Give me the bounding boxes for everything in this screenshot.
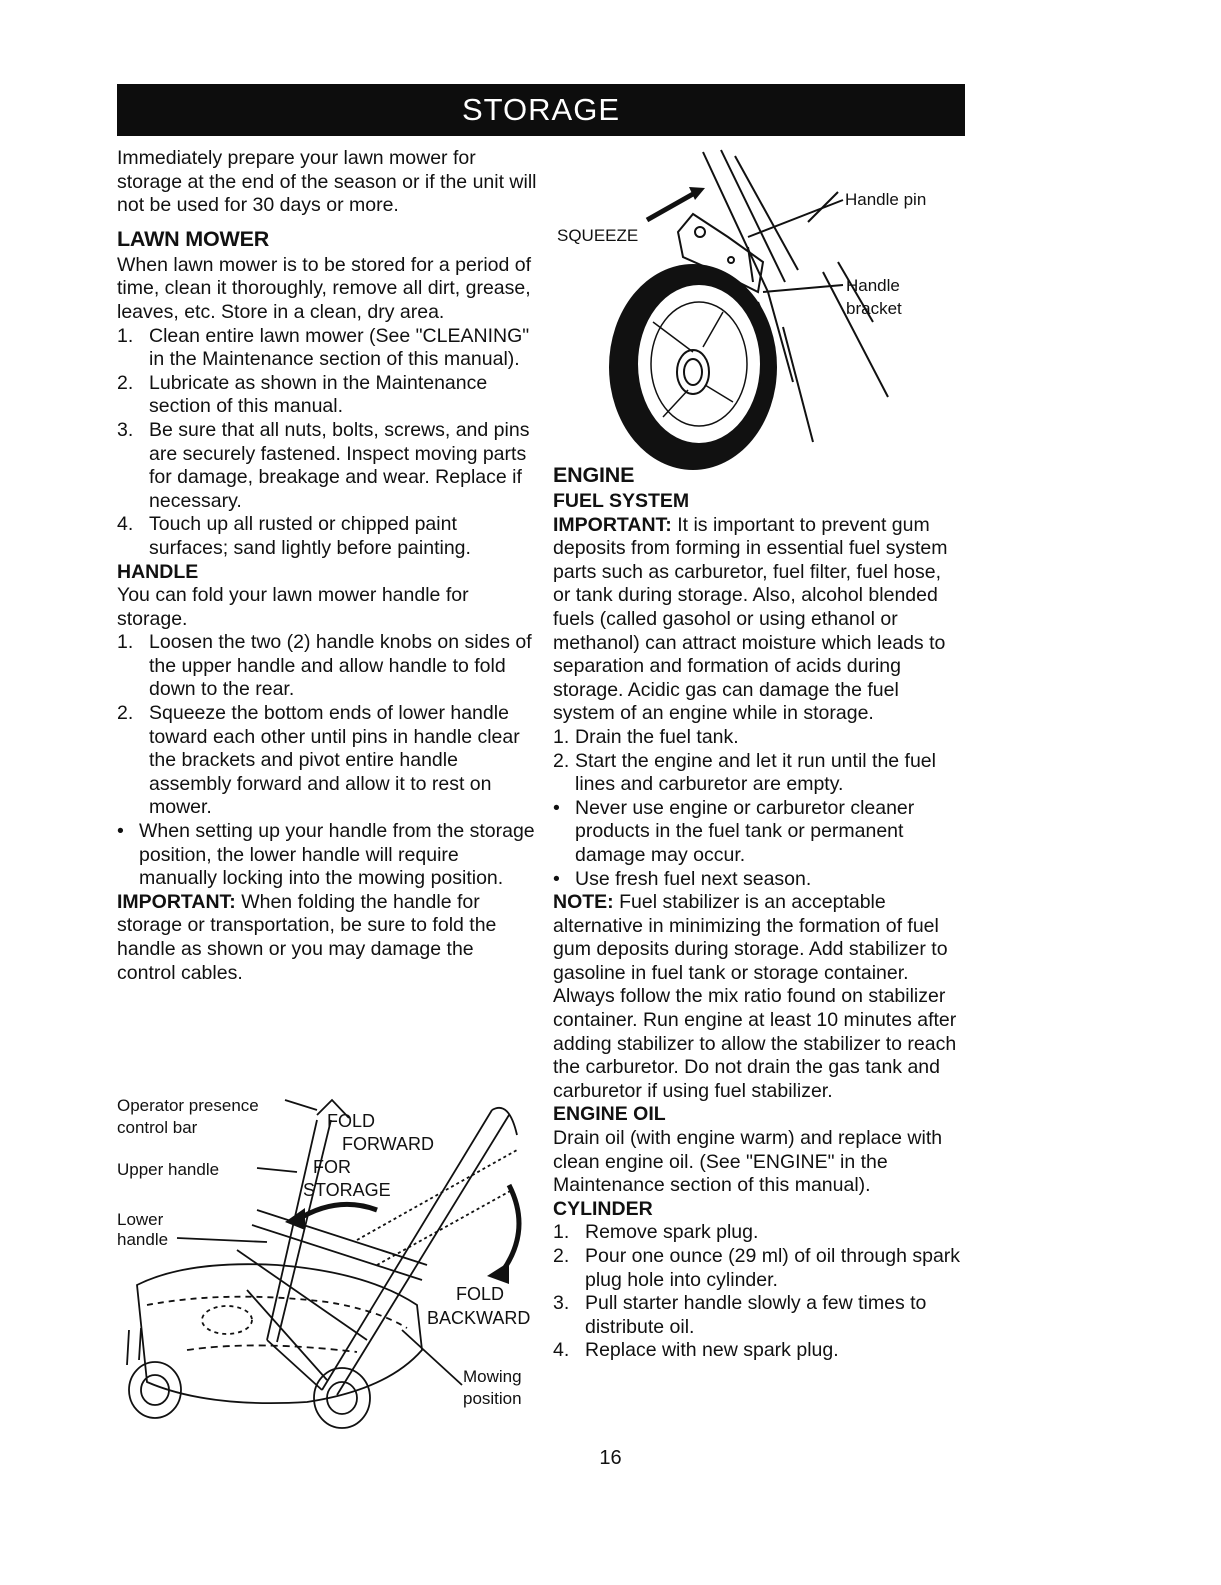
list-item [117, 419, 537, 513]
handle-paragraph: You can fold your lawn mower handle for storage. [117, 584, 469, 630]
list-item [117, 325, 537, 372]
list-item [553, 797, 963, 868]
important-text: It is important to prevent gum deposits from forming in essential fuel system parts such as carburetor, fuel filter, fuel hose, or tank during storage. Also, alcohol blended fuels (called gasohol or using ethanol or methanol) can attract moisture which leads to separation and formation of acids during storage. Acidic gas can damage the fuel system of an engine while in storage. [553, 513, 948, 725]
list-item [553, 1292, 963, 1339]
handle-heading: HANDLE [117, 560, 199, 583]
step-text: Clean entire lawn mower (See "CLEANING" in the Maintenance section of this manual). [149, 324, 530, 371]
fold-forward-label-line4: STORAGE [303, 1180, 391, 1200]
step-number: 1. [553, 1221, 570, 1244]
list-item [117, 513, 537, 560]
handle-bracket-label-line2: bracket [846, 299, 902, 318]
page-number: 16 [599, 1447, 622, 1469]
step-number: 2. [553, 749, 570, 772]
squeeze-label: SQUEEZE [557, 226, 639, 245]
squeeze-arrow-icon [647, 194, 693, 220]
step-number: 3. [117, 418, 134, 441]
step-number: 2. [117, 702, 134, 725]
left-column [117, 147, 537, 985]
intro-paragraph: Immediately prepare your lawn mower for storage at the end of the season or if the unit will not be used for 30 days or more. [117, 147, 537, 217]
step-text: Pull starter handle slowly a few times to distribute oil. [585, 1292, 927, 1338]
lower-handle-label-line1: Lower [117, 1210, 164, 1229]
step-number: 2. [117, 371, 134, 394]
fold-forward-label-line1: FOLD [327, 1111, 376, 1131]
cylinder-steps [553, 1221, 963, 1363]
note-paragraph [553, 891, 963, 1103]
handle-fold-figure [117, 1090, 547, 1435]
list-item [553, 1245, 963, 1292]
step-number: 1. [553, 725, 570, 748]
arrow-head-icon [285, 1208, 305, 1230]
upper-handle-label: Upper handle [117, 1160, 220, 1179]
step-text: Replace with new spark plug. [585, 1339, 839, 1362]
step-number: 1. [117, 324, 134, 347]
important-label: IMPORTANT: [117, 890, 236, 913]
step-text: Drain the fuel tank. [575, 725, 739, 748]
handle-pin-label: Handle pin [845, 190, 927, 209]
note-label: NOTE: [553, 891, 614, 914]
fold-forward-label-line2: FORWARD [342, 1134, 434, 1154]
step-text: Squeeze the bottom ends of lower handle toward each other until pins in handle clear the brackets and pivot entire handle assembly forward and allow it to rest on mower. [149, 702, 520, 819]
fuel-bullets [553, 797, 963, 891]
right-column [553, 462, 963, 1363]
handle-bullets [117, 820, 537, 891]
handle-bracket-figure [553, 142, 963, 462]
important-paragraph [117, 891, 537, 985]
lawn-mower-heading: LAWN MOWER [117, 226, 270, 251]
list-item [553, 750, 963, 797]
step-text: Start the engine and let it run until the fuel lines and carburetor are empty. [575, 749, 936, 796]
step-text: Touch up all rusted or chipped paint surfaces; sand lightly before painting. [149, 513, 471, 559]
note-text: Fuel stabilizer is an acceptable alternative in minimizing the formation of fuel gum deposits during storage. Add stabilizer to gasoline in fuel tank or storage container. Always follow the mix ratio found on stabilizer container. Run engine at least 10 minutes after adding stabilizer to allow the stabilizer to reach the carburetor. Do not drain the gas tank and carburetor if using fuel stabilizer. [553, 891, 957, 1102]
engine-heading: ENGINE [553, 463, 635, 487]
handle-bracket-label-line1: Handle [846, 276, 900, 295]
lawn-mower-steps [117, 325, 537, 561]
step-number: 1. [117, 631, 134, 654]
step-number: 4. [553, 1339, 570, 1362]
list-item [553, 868, 963, 892]
section-banner: STORAGE [117, 84, 965, 136]
step-text: Loosen the two (2) handle knobs on sides of the upper handle and allow handle to fold down to the rear. [149, 631, 532, 701]
engine-oil-heading: ENGINE OIL [553, 1103, 666, 1126]
list-item [553, 726, 963, 750]
step-text: Be sure that all nuts, bolts, screws, and pins are securely fastened. Inspect moving parts for damage, breakage and wear. Replace if necessary. [149, 418, 530, 512]
step-text: Pour one ounce (29 ml) of oil through spark plug hole into cylinder. [585, 1245, 961, 1291]
bullet-text: When setting up your handle from the storage position, the lower handle will require manually locking into the mowing position. [139, 820, 535, 890]
bullet-text: Use fresh fuel next season. [575, 867, 812, 890]
engine-oil-paragraph: Drain oil (with engine warm) and replace with clean engine oil. (See "ENGINE" in the Maintenance section of this manual). [553, 1127, 943, 1197]
list-item [117, 631, 537, 702]
fuel-system-heading: FUEL SYSTEM [553, 490, 690, 512]
fold-backward-label-line2: BACKWARD [427, 1308, 531, 1328]
fuel-important-paragraph [553, 514, 963, 726]
lawn-mower-paragraph: When lawn mower is to be stored for a period of time, clean it thoroughly, remove all dirt, grease, leaves, etc. Store in a clean, dry area. [117, 253, 532, 323]
fold-forward-label-line3: FOR [313, 1157, 351, 1177]
bullet-icon: • [553, 796, 560, 819]
bullet-icon: • [117, 820, 124, 843]
arrow-head-icon [487, 1262, 509, 1284]
fold-backward-arrow-icon [502, 1185, 519, 1272]
important-text: When folding the handle for storage or transportation, be sure to fold the handle as shown or you may damage the control cables. [117, 890, 497, 984]
bullet-text: Never use engine or carburetor cleaner products in the fuel tank or permanent damage may occur. [575, 796, 915, 866]
important-label: IMPORTANT: [553, 513, 672, 536]
step-text: Remove spark plug. [585, 1221, 759, 1244]
list-item [553, 1221, 963, 1245]
step-number: 2. [553, 1245, 570, 1267]
bullet-icon: • [553, 867, 560, 890]
fold-backward-label-line1: FOLD [456, 1284, 505, 1304]
mowing-position-label-line1: Mowing [463, 1367, 522, 1386]
mowing-position-label-line2: position [463, 1389, 522, 1408]
step-text: Lubricate as shown in the Maintenance section of this manual. [149, 371, 488, 418]
operator-presence-label-line1: Operator presence [117, 1096, 259, 1115]
lower-handle-label-line2: handle [117, 1230, 169, 1249]
cylinder-heading: CYLINDER [553, 1197, 653, 1220]
step-number: 3. [553, 1292, 570, 1315]
list-item [117, 702, 537, 820]
step-number: 4. [117, 513, 134, 536]
list-item [553, 1339, 963, 1363]
operator-presence-label-line2: control bar [117, 1118, 198, 1137]
list-item [117, 820, 537, 891]
list-item [117, 372, 537, 419]
handle-steps [117, 631, 537, 820]
fuel-steps [553, 726, 963, 797]
